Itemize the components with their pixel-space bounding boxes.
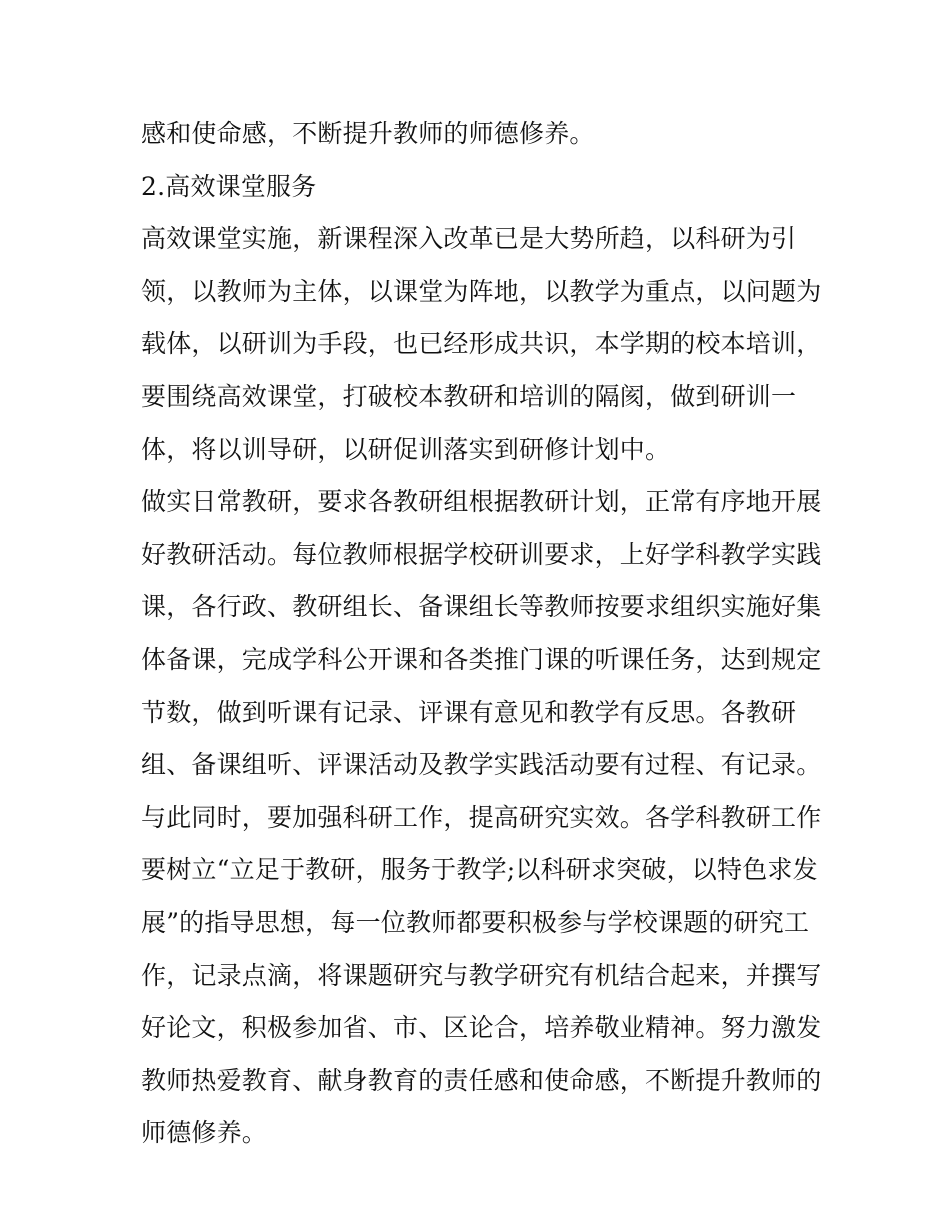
text-line: 与此同时，要加强科研工作，提高研究实效。各学科教研工作 <box>141 802 822 832</box>
text-line: 师德修养。 <box>141 1118 268 1148</box>
text-line: 展”的指导思想，每一位教师都要积极参与学校课题的研究工 <box>141 907 810 937</box>
text-line: 作，记录点滴，将课题研究与教学研究有机结合起来，并撰写 <box>141 960 822 990</box>
text-line: 要围绕高效课堂，打破校本教研和培训的隔阂，做到研训一 <box>141 381 797 411</box>
text-line: 好教研活动。每位教师根据学校研训要求，上好学科教学实践 <box>141 539 822 569</box>
text-line: 体备课，完成学科公开课和各类推门课的听课任务，达到规定 <box>141 644 822 674</box>
text-line: 体，将以训导研，以研促训落实到研修计划中。 <box>141 434 671 464</box>
text-line: 教师热爱教育、献身教育的责任感和使命感，不断提升教师的 <box>141 1065 822 1095</box>
document-page <box>141 108 821 1160</box>
section-heading: 2.高效课堂服务 <box>141 171 317 201</box>
text-line: 课，各行政、教研组长、备课组长等教师按要求组织实施好集 <box>141 592 822 622</box>
text-line: 节数，做到听课有记录、评课有意见和教学有反思。各教研 <box>141 697 797 727</box>
text-line: 高效课堂实施，新课程深入改革已是大势所趋，以科研为引 <box>141 224 797 254</box>
text-line: 领，以教师为主体，以课堂为阵地，以教学为重点，以问题为 <box>141 276 822 306</box>
text-line: 做实日常教研，要求各教研组根据教研计划，正常有序地开展 <box>141 487 822 517</box>
text-line: 组、备课组听、评课活动及教学实践活动要有过程、有记录。 <box>141 750 822 780</box>
text-line: 感和使命感，不断提升教师的师德修养。 <box>141 119 595 148</box>
text-line: 好论文，积极参加省、市、区论合，培养敬业精神。努力激发 <box>141 1013 822 1043</box>
text-line: 要树立“立足于教研，服务于教学;以科研求突破，以特色求发 <box>141 855 818 885</box>
text-line: 载体，以研训为手段，也已经形成共识，本学期的校本培训， <box>141 329 822 359</box>
